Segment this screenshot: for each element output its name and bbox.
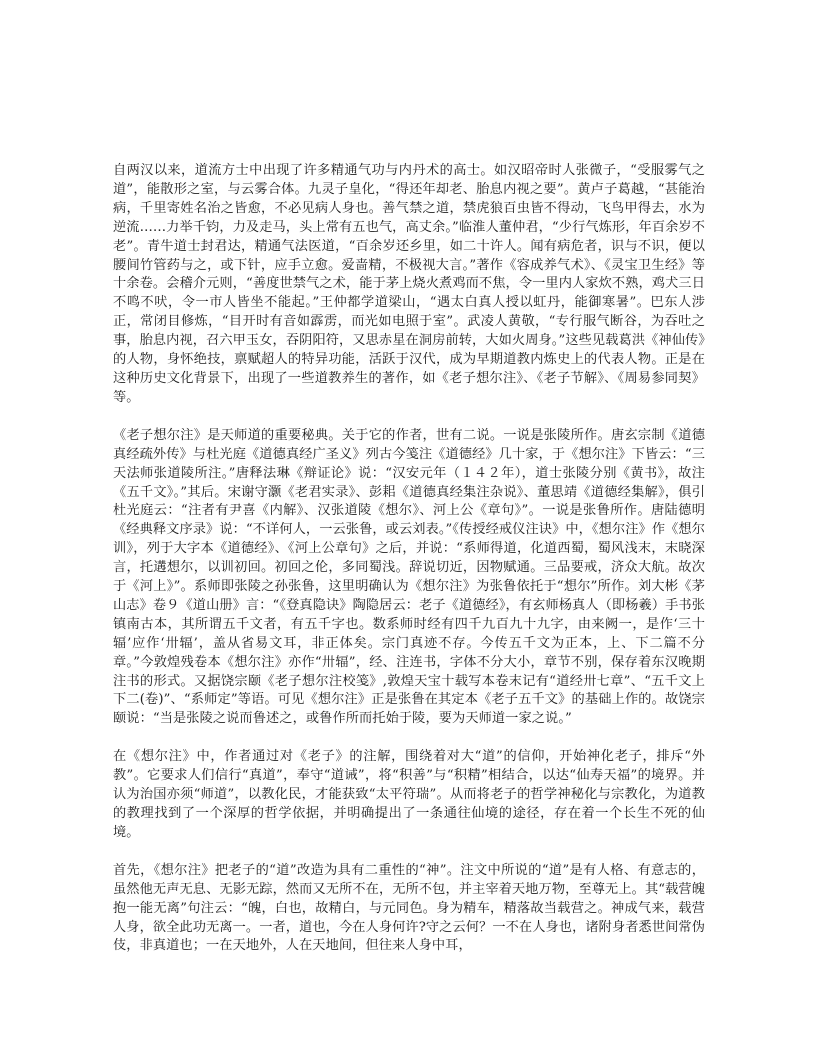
paragraph-2: 《老子想尔注》是天师道的重要秘典。关于它的作者，世有二说。一说是张陵所作。唐玄宗制《道德真经疏外传》与杜光庭《道德真经广圣义》列古今笺注《道德经》几十家，于《想尔注》下皆云：“三天法师张道陵所注。”唐释法琳《辩证论》说：“汉安元年（１４２年），道士张陵分别《黄书》，故注《五千文》。”其后。宋谢守灏《老君实录》、彭耜《道德真经集注杂说》、董思靖《道德经集解》，俱引杜光庭云：“注者有尹喜《内解》、汉张道陵《想尔》、河上公《章句》”。一说是张鲁所作。唐陆德明《经典释文序录》说：“不详何人，一云张鲁，或云刘表。”《传授经戒仪注诀》中，《想尔注》作《想尔训》，列于大字本《道德经》、《河上公章句》之后，并说：“系师得道，化道西蜀，蜀风浅末，末晓深言，托遘想尔，以训初回。初回之伦，多同蜀浅。辞说切近，因物赋通。三品要戒，济众大航。故次于《河上》”。系师即张陵之孙张鲁，这里明确认为《想尔注》为张鲁依托于“想尔”所作。刘大彬《茅山志》卷９《道山册》言：“《登真隐诀》陶隐居云：老子《道德经》，有玄师杨真人（即杨羲）手书张镇南古本，其所谓五千文者，有五千字也。数系师时经有四千九百九十九字，由来阙一，是作‘三十辐’应作‘卅辐’，盖从省易文耳，非正体矣。宗门真迹不存。今传五千文为正本，上、下二篇不分章。”今敦煌残卷本《想尔注》亦作“卅辐”，经、注连书，字体不分大小，章节不别，保存着东汉晚期注书的形式。又据饶宗颐《老子想尔注校笺》,敦煌天宝十载写本卷末记有“道经卅七章”、“五千文上下二(卷)”、“系师定”等语。可见《想尔注》正是张鲁在其定本《老子五千文》的基础上作的。故饶宗颐说：“当是张陵之说而鲁述之，或鲁作所而托始于陵，要为天师道一家之说。”: [113, 427, 705, 727]
paragraph-4: 首先，《想尔注》把老子的“道”改造为具有二重性的“神”。注文中所说的“道”是有人格、有意志的，虽然他无声无息、无影无踪，然而又无所不在，无所不包，并主宰着天地万物，至尊无上。其“载营魄抱一能无离”句注云：“魄，白也，故精白，与元同色。身为精车，精落故当载营之。神成气来，载营人身，欲全此功无离一。一者，道也，今在人身何许?守之云何？一不在人身也，诸附身者悉世间常伪伎，非真道也；一在天地外，人在天地间，但往来人身中耳，: [113, 862, 705, 954]
text-column: [113, 162, 705, 956]
paragraph-3: 在《想尔注》中，作者通过对《老子》的注解，围绕着对大“道”的信仰，开始神化老子，排斥“外教”。它要求人们信行“真道”，奉守“道诫”，将“积善”与“积精”相结合，以达“仙寿天福”的境界。并认为治国亦须“师道”，以教化民，才能获致“太平符瑞”。从而将老子的哲学神秘化与宗教化，为道教的教理找到了一个深厚的哲学依据，并明确提出了一条通往仙境的途径，存在着一个长生不死的仙境。: [113, 749, 705, 840]
paragraph-1: 自两汉以来，道流方士中出现了许多精通气功与内丹术的高士。如汉昭帝时人张微子，“受服雾气之道”，能散形之室，与云雾合体。九灵子皇化，“得还年却老、胎息内视之要”。黄卢子葛越，“甚能治病，千里寄姓名治之皆愈，不必见病人身也。善气禁之道，禁虎狼百虫皆不得动，飞鸟甲得去，水为逆流……力举千钧，力及走马，头上常有五也气，高丈余。”临淮人董仲君，“少行气炼形，年百余岁不老”。青牛道士封君达，精通气法医道，“百余岁还乡里，如二十许人。闻有病危者，识与不识，便以腰间竹管药与之，或下针，应手立愈。爱啬精，不极视大言。”著作《容成养气术》、《灵宝卫生经》等十余卷。会稽介元则，“善度世禁气之术，能于茅上烧火煮鸡而不焦，令一里内人家炊不熟，鸡犬三日不鸣不吠，令一市人皆坐不能起。”王仲都学道梁山，“遇太白真人授以虹丹，能御寒暑”。巴东人涉正，常闭目修炼，“目开时有音如霹雳，而光如电照于室”。武凌人黄敬，“专行服气断谷，为吞吐之事，胎息内视，召六甲玉女，吞阴阳符，又思赤星在洞房前转，大如火周身。”这些见载葛洪《神仙传》的人物，身怀绝技，禀赋超人的特异功能，活跃于汉代，成为早期道教内炼史上的代表人物。正是在这种历史文化背景下，出现了一些道教养生的著作，如《老子想尔注》、《老子节解》、《周易参同契》等。: [113, 163, 705, 405]
